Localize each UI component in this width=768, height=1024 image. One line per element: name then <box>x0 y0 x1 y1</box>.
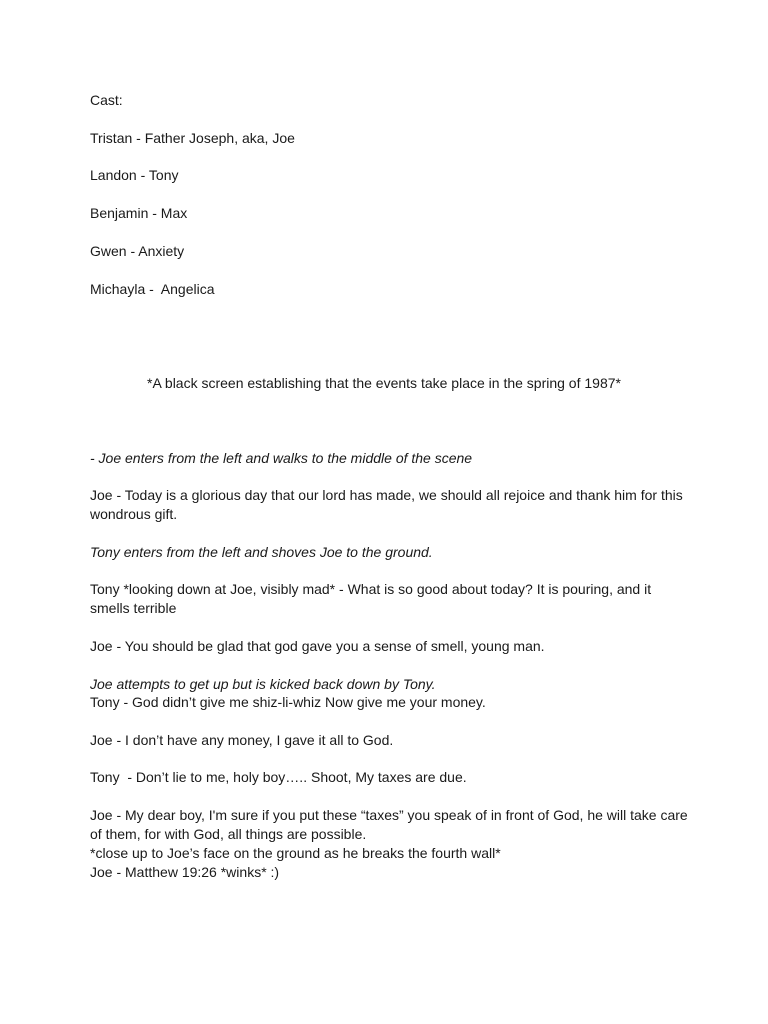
stage-direction: Joe attempts to get up but is kicked back down by Tony. <box>90 676 436 692</box>
dialogue-line: Joe - My dear boy, I'm sure if you put these “taxes” you speak of in front of God, he will take care of them, for with God, all things are possible. <box>90 807 692 842</box>
dialogue-line: Tony - Don’t lie to me, holy boy….. Shoot, My taxes are due. <box>90 769 467 785</box>
cast-member: Landon - Tony <box>90 167 179 183</box>
dialogue-line: Joe - Today is a glorious day that our lord has made, we should all rejoice and thank him for this wondrous gift. <box>90 487 687 522</box>
establishing-shot: *A black screen establishing that the events take place in the spring of 1987* <box>147 375 621 391</box>
cast-member: Michayla - Angelica <box>90 281 215 297</box>
dialogue-line: Joe - You should be glad that god gave you a sense of smell, young man. <box>90 638 545 654</box>
cast-member: Tristan - Father Joseph, aka, Joe <box>90 130 295 146</box>
cast-member: Gwen - Anxiety <box>90 243 185 259</box>
cast-heading: Cast: <box>90 92 123 108</box>
dialogue-line: Tony *looking down at Joe, visibly mad* - What is so good about today? It is pouring, and it smells terrible <box>90 581 655 616</box>
stage-direction: Tony enters from the left and shoves Joe to the ground. <box>90 544 433 560</box>
stage-direction: - Joe enters from the left and walks to the middle of the scene <box>90 450 473 466</box>
dialogue-line: Joe - Matthew 19:26 *winks* :) <box>90 864 280 880</box>
stage-direction: *close up to Joe’s face on the ground as he breaks the fourth wall* <box>90 845 501 861</box>
cast-member: Benjamin - Max <box>90 205 188 221</box>
dialogue-line: Tony - God didn’t give me shiz-li-whiz Now give me your money. <box>90 694 486 710</box>
dialogue-line: Joe - I don’t have any money, I gave it all to God. <box>90 732 394 748</box>
